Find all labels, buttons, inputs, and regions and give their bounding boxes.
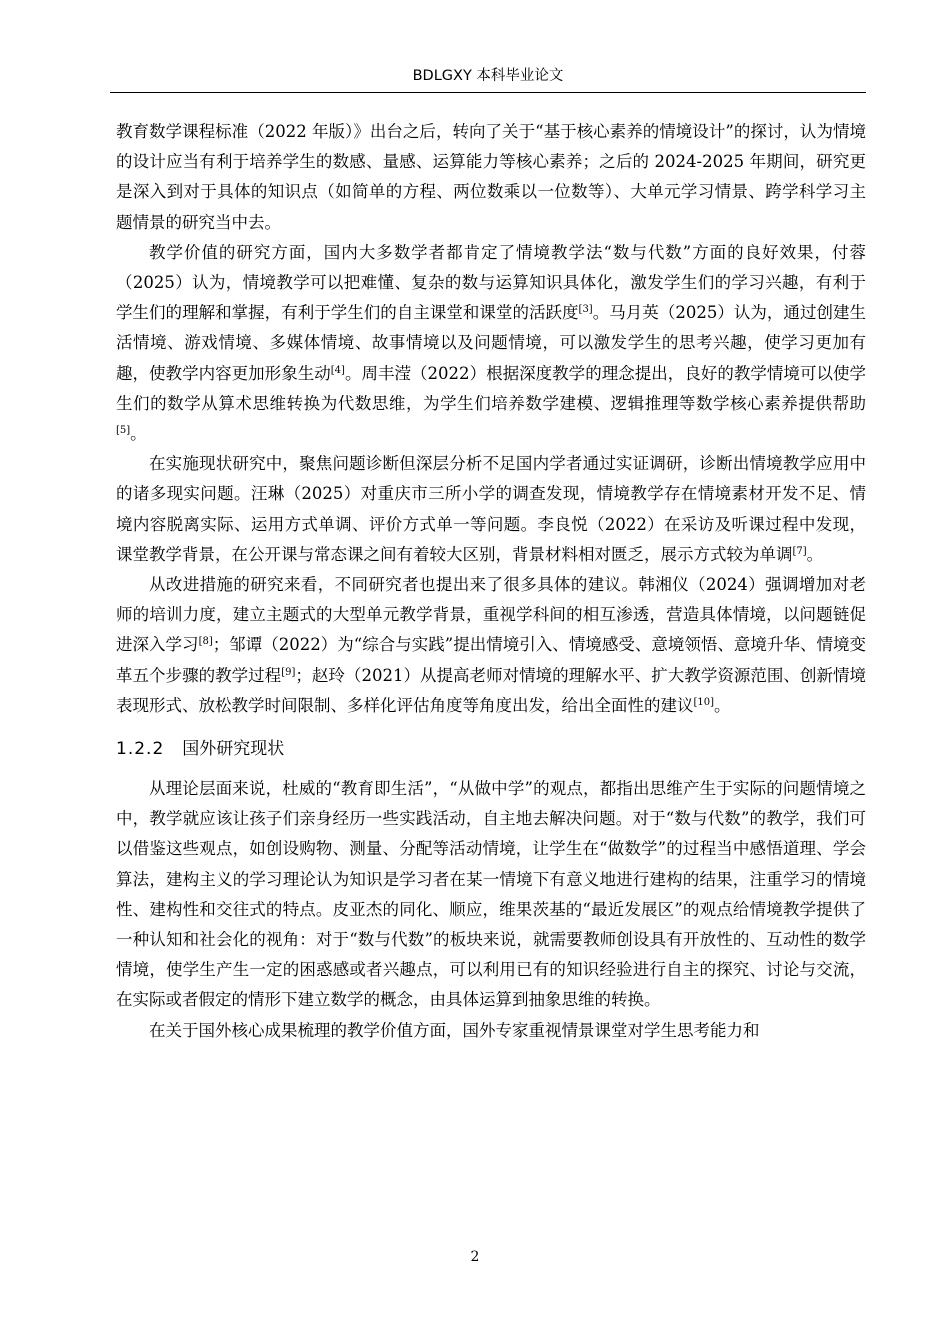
- citation-ref: [10]: [693, 696, 715, 708]
- citation-ref: [3]: [578, 304, 593, 316]
- paragraph-teaching-value: 教学价值的研究方面，国内大多数学者都肯定了情境教学法“数与代数”方面的良好效果，付蓉（2025）认为，情境教学可以把难懂、复杂的数与运算知识具体化，激发学生们的学习兴趣，有利于学生们的理解和掌握，有利于学生们的自主课堂和课堂的活跃度[3]。马月英（2025）认为，通过创建生活情境、游戏情境、多媒体情境、故事情境以及问题情境，可以激发学生的思考兴趣，使学习更加有趣，使教学内容更加形象生动[4]。周丰滢（2022）根据深度教学的理念提出，良好的教学情境可以使学生们的数学从算术思维转换为代数思维，为学生们培养数学建模、逻辑推理等数学核心素养提供帮助[5]。: [116, 242, 867, 444]
- section-number: 1.2.2: [116, 739, 165, 760]
- header-title: BDLGXY 本科毕业论文: [412, 68, 564, 84]
- section-title: 国外研究现状: [182, 739, 285, 760]
- paragraph-implementation-status: 在实施现状研究中，聚焦问题诊断但深层分析不足国内学者通过实证调研，诊断出情境教学应用中的诸多现实问题。汪琳（2025）对重庆市三所小学的调查发现，情境教学存在情境素材开发不足、情境内容脱离实际、运用方式单调、评价方式单一等问题。李良悦（2022）在采访及听课过程中发现，课堂教学背景，在公开课与常态课之间有着较大区别，背景材料相对匮乏，展示方式较为单调[7]。: [116, 454, 866, 564]
- paragraph-foreign-value: 在关于国外核心成果梳理的教学价值方面，国外专家重视情景课堂对学生思考能力和: [149, 1020, 760, 1040]
- paragraph-improvement-measures: 从改进措施的研究来看，不同研究者也提出来了很多具体的建议。韩湘仪（2024）强调增加对老师的培训力度，建立主题式的大型单元教学背景，重视学科间的相互渗透，营造具体情境，以问题链促进深入学习[8]；邹谭（2022）为“综合与实践”提出情境引入、情境感受、意境领悟、意境升华、情境变革五个步骤的教学过程[9]；赵玲（2021）从提高老师对情境的理解水平、扩大教学资源范围、创新情境表现形式、放松教学时间限制、多样化评估角度等角度出发，给出全面性的建议[10]。: [116, 575, 866, 715]
- page-number: 2: [470, 1249, 480, 1265]
- citation-ref: [7]: [792, 545, 807, 557]
- citation-ref: [9]: [281, 666, 296, 678]
- citation-ref: [8]: [198, 636, 213, 648]
- paragraph-continued: 教育数学课程标准（2022 年版）》出台之后，转向了关于“基于核心素养的情境设计”的探讨，认为情境的设计应当有利于培养学生的数感、量感、运算能力等核心素养；之后的 2024-2025 年期间，研究更是深入到对于具体的知识点（如简单的方程、两位数乘以一位数等）、大单元学习情景、跨学科学习主题情景的研究当中去。: [116, 122, 866, 232]
- citation-ref: [5]: [116, 425, 131, 437]
- section-heading: [116, 736, 866, 762]
- page-header: [110, 66, 866, 93]
- paragraph-theory: 从理论层面来说，杜威的“教育即生活”，“从做中学”的观点，都指出思维产生于实际的问题情境之中，教学就应该让孩子们亲身经历一些实践活动，自主地去解决问题。对于“数与代数”的教学，我们可以借鉴这些观点，如创设购物、测量、分配等活动情境，让学生在“做数学”的过程当中感悟道理、学会算法，建构主义的学习理论认为知识是学习者在某一情境下有意义地进行建构的结果，注重学习的情境性、建构性和交往式的特点。皮亚杰的同化、顺应，维果茨基的“最近发展区”的观点给情境教学提供了一种认知和社会化的视角：对于“数与代数”的板块来说，就需要教师创设具有开放性的、互动性的数学情境，使学生产生一定的困惑感或者兴趣点，可以利用已有的知识经验进行自主的探究、讨论与交流，在实际或者假定的情形下建立数学的概念，由具体运算到抽象思维的转换。: [116, 779, 866, 1010]
- document-body: [116, 117, 866, 1046]
- citation-ref: [4]: [330, 364, 345, 376]
